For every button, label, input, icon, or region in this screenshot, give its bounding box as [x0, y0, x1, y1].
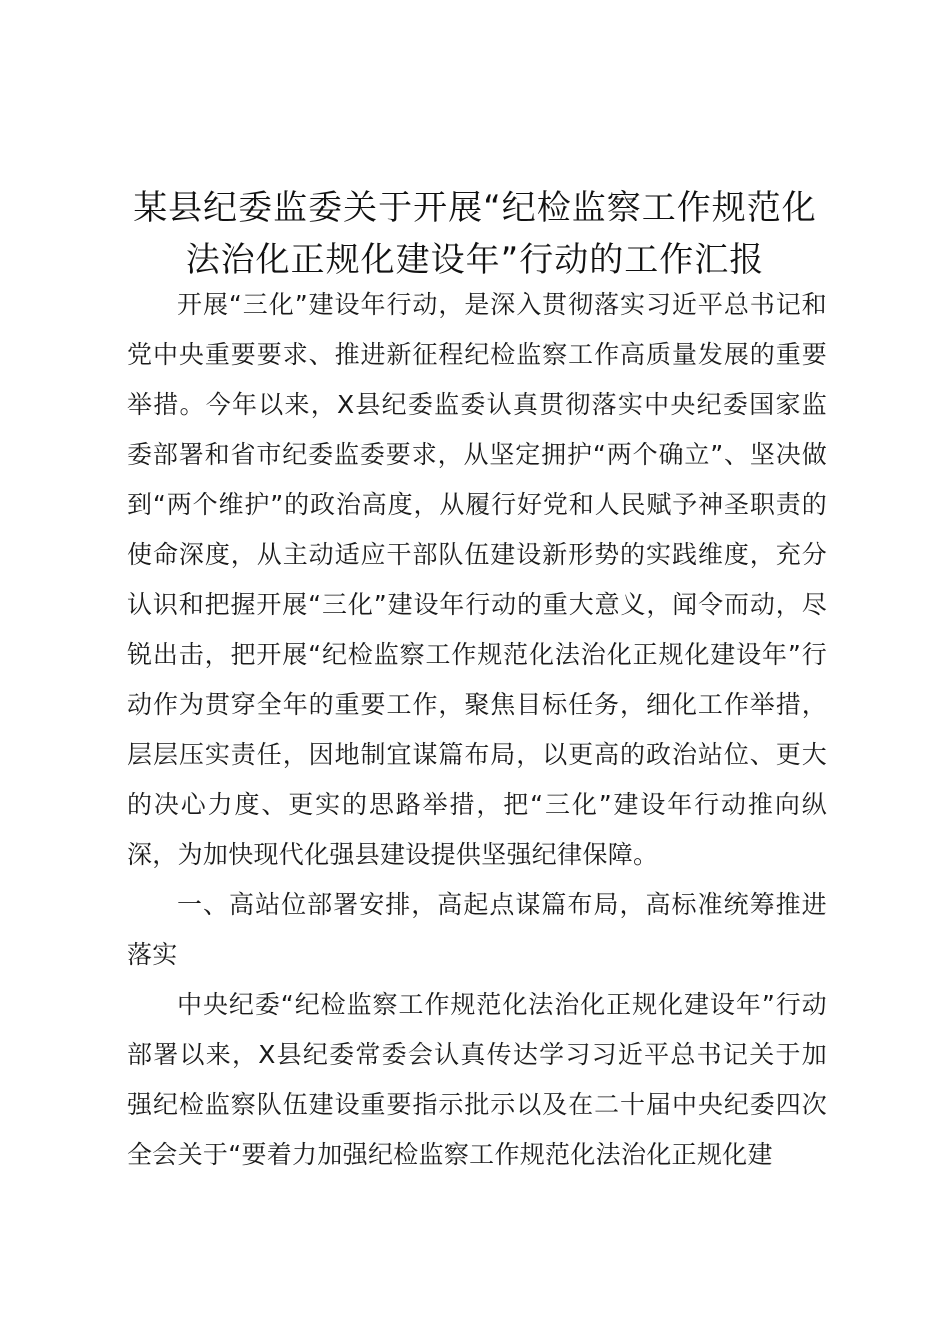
intro-paragraph: 开展“三化”建设年行动，是深入贯彻落实习近平总书记和党中央重要要求、推进新征程纪检监察工作高质量发展的重要举措。今年以来，X县纪委监委认真贯彻落实中央纪委国家监委部署和省市纪委监委要求，从坚定拥护“两个确立”、坚决做到“两个维护”的政治高度，从履行好党和人民赋予神圣职责的使命深度，从主动适应干部队伍建设新形势的实践维度，充分认识和把握开展“三化”建设年行动的重大意义，闻令而动，尽锐出击，把开展“纪检监察工作规范化法治化正规化建设年”行动作为贯穿全年的重要工作，聚焦目标任务，细化工作举措，层层压实责任，因地制宜谋篇布局，以更高的政治站位、更大的决心力度、更实的思路举措，把“三化”建设年行动推向纵深，为加快现代化强县建设提供坚强纪律保障。 [127, 290, 827, 869]
document-title [110, 182, 840, 286]
document-body [127, 280, 827, 1180]
document-title-line-1: 某县纪委监委关于开展“纪检监察工作规范化 [133, 188, 817, 228]
section-heading-1: 一、高站位部署安排，高起点谋篇布局，高标准统筹推进落实 [127, 890, 827, 969]
section-1-paragraph: 中央纪委“纪检监察工作规范化法治化正规化建设年”行动部署以来，X县纪委常委会认真传达学习习近平总书记关于加强纪检监察队伍建设重要指示批示以及在二十届中央纪委四次全会关于“要着力加强纪检监察工作规范化法治化正规化建 [127, 990, 827, 1169]
document-title-line-2: 法治化正规化建设年”行动的工作汇报 [185, 240, 765, 280]
